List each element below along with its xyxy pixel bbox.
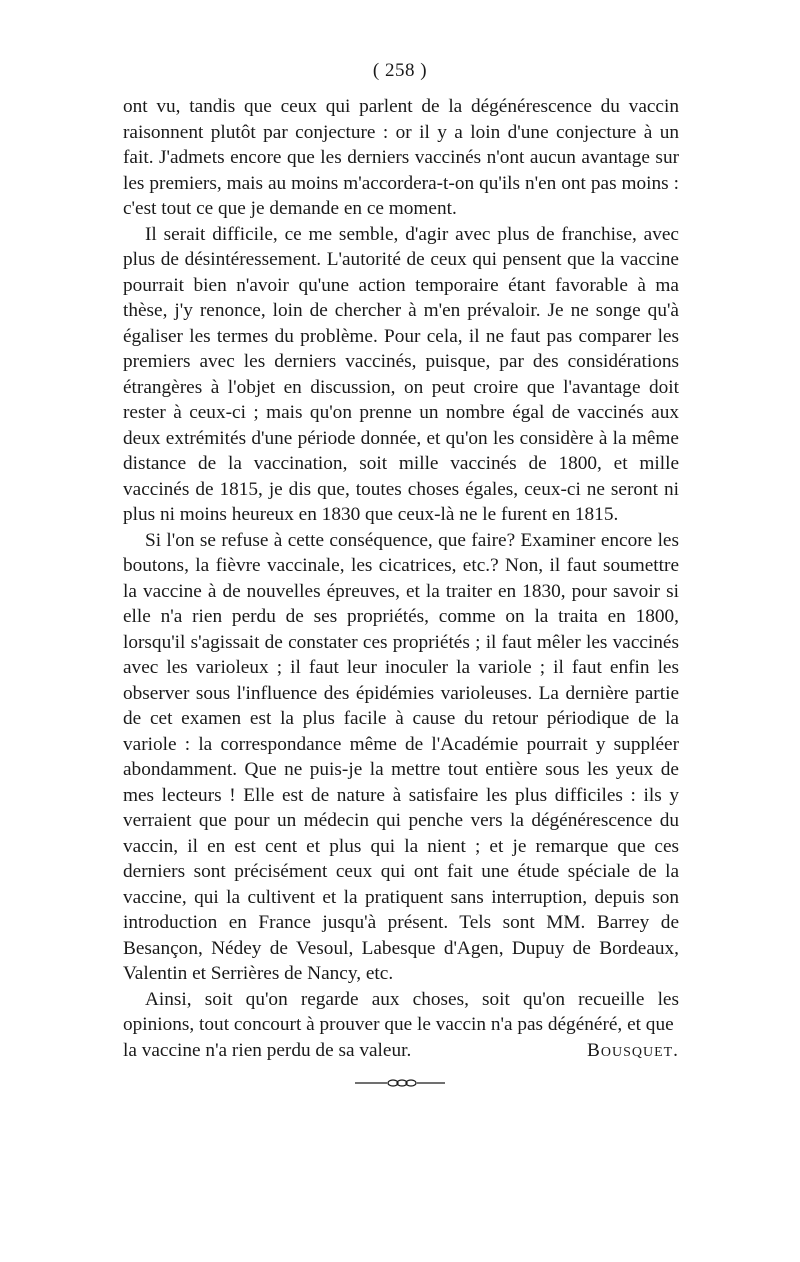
closing-text: la vaccine n'a rien perdu de sa valeur. bbox=[123, 1039, 412, 1061]
paragraph-2: Il serait difficile, ce me semble, d'agir avec plus de franchise, avec plus de désintéressement. L'autorité de ceux qui pensent que la vaccine pourrait bien n'avoir qu'une action temporaire étant favorable à ma thèse, j'y renonce, loin de chercher à m'en prévaloir. Je ne songe qu'à égaliser les termes du problème. Pour cela, il ne faut pas comparer les premiers avec les derniers vaccinés, puisque, par des considérations étrangères à l'objet en discussion, on peut croire que l'avantage doit rester à ceux-ci ; mais qu'on prenne un nombre égal de vaccinés aux deux extrémités d'une période donnée, et qu'on les considère à la même distance de la vaccination, soit mille vaccinés de 1800, et mille vaccinés de 1815, je dis que, toutes choses égales, ceux-ci ne seront ni plus ni moins heureux en 1830 que ceux-là ne le furent en 1815. bbox=[123, 223, 679, 525]
body-text bbox=[123, 94, 679, 1063]
paragraph-1: ont vu, tandis que ceux qui parlent de la dégénérescence du vaccin raisonnent plutôt par conjecture : or il y a loin d'une conjecture à un fait. J'admets encore que les derniers vaccinés n'ont aucun avantage sur les premiers, mais au moins m'accordera-t-on qu'ils n'en ont pas moins : c'est tout ce que je demande en ce moment. bbox=[123, 96, 679, 219]
page-number: ( 258 ) bbox=[372, 60, 428, 81]
closing-line bbox=[123, 1038, 679, 1064]
author-signature: Bousquet. bbox=[586, 1039, 679, 1061]
paragraph-3: Si l'on se refuse à cette conséquence, que faire? Examiner encore les boutons, la fièvre vaccinale, les cicatrices, etc.? Non, il faut soumettre la vaccine à de nouvelles épreuves, et la traiter en 1830, pour savoir si elle n'a rien perdu de ses propriétés, comme on la traita en 1800, lorsqu'il s'agissait de constater ces propriétés ; il faut mêler les vaccinés avec les varioleux ; il faut leur inoculer la variole ; il faut enfin les observer sous l'influence des épidémies varioleuses. La dernière partie de cet examen est la plus facile à cause du retour périodique de la variole : la correspondance même de l'Académie pourrait y suppléer abondamment. Que ne puis-je la mettre tout entière sous les yeux de mes lecteurs ! Elle est de nature à satisfaire les plus difficiles : ils y verraient que pour un médecin qui penche vers la dégénérescence du vaccin, il en est cent et plus qui la nient ; et je remarque que ces derniers sont précisément ceux qui ont fait une étude spéciale de la vaccine, qui la cultivent et la pratiquent sans interruption, depuis son introduction en France jusqu'à présent. Tels sont MM. Barrey de Besançon, Nédey de Vesoul, Labesque d'Agen, Dupuy de Bordeaux, Valentin et Serrières de Nancy, etc. bbox=[123, 529, 679, 984]
ornament-divider bbox=[355, 1078, 445, 1088]
paragraph-4: Ainsi, soit qu'on regarde aux choses, soit qu'on recueille les opinions, tout concourt à prouver que le vaccin n'a pas dégénéré, et que bbox=[123, 988, 679, 1035]
